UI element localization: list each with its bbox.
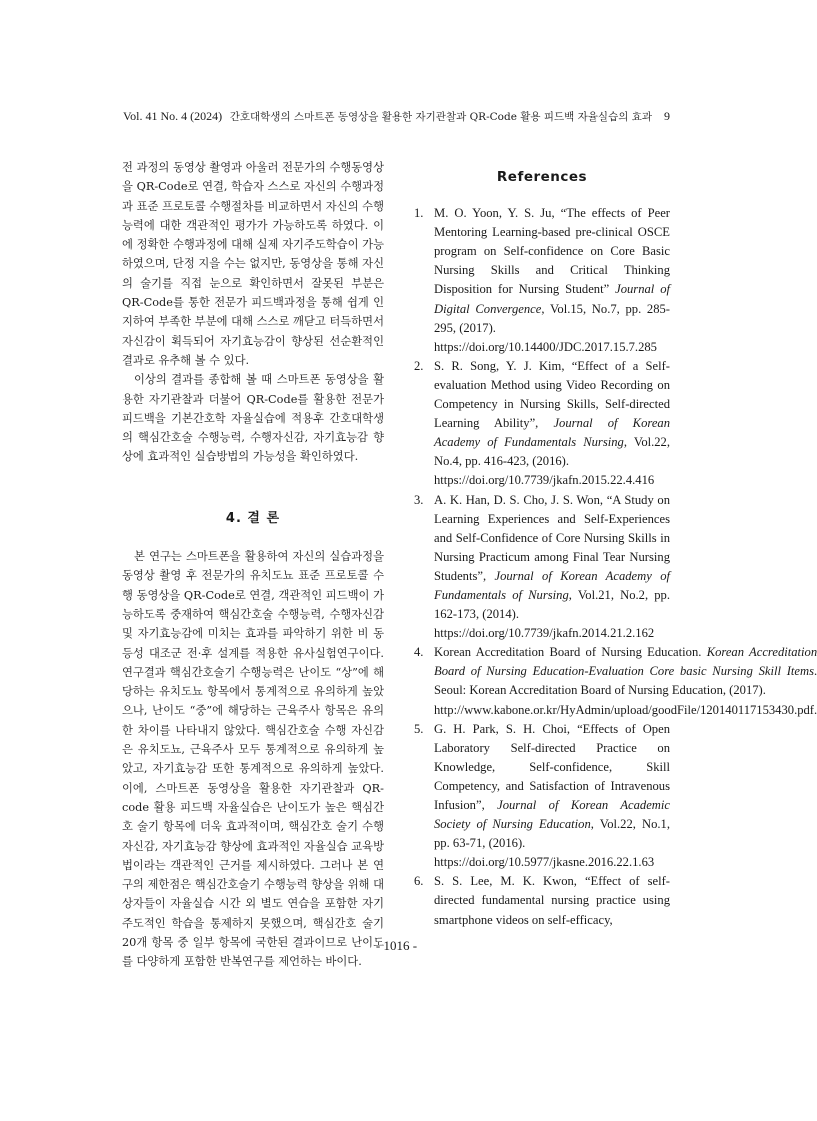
volume-info: Vol. 41 No. 4 (2024) [123,109,223,123]
reference-number: 1. [414,206,424,221]
reference-url: https://doi.org/10.14400/JDC.2017.15.7.285 [434,339,657,354]
reference-journal: Journal of Korean Academy of Fundamentals of Nursing [434,568,670,602]
reference-item-4 [414,643,817,719]
reference-journal: Korean Accreditation Board of Nursing Education-Evaluation Core basic Nursing Skill Items [434,645,817,679]
reference-url: https://doi.org/10.7739/jkafn.2014.21.2.162 [434,626,655,641]
reference-url: https://doi.org/10.5977/jkasne.2016.22.1.63 [434,855,655,870]
discussion-paragraph-2: 이상의 결과를 종합해 볼 때 스마트폰 동영상을 활용한 자기관찰과 더불어 QR-Code를 활용한 전문가 피드백을 기본간호학 자율실습에 적용후 간호대학생의 핵심간호술 수행능력, 수행자신감, 자기효능감 향상에 효과적인 실습방법의 가능성을 확인하였다. [122,373,384,464]
reference-number: 2. [414,358,424,373]
section-heading-conclusion: 4. 결 론 [225,510,281,526]
conclusion-paragraph: 본 연구는 스마트폰을 활용하여 자신의 실습과정을 동영상 촬영 후 전문가의 유치도뇨 표준 프로토콜 수행 동영상을 QR-Code로 연결, 객관적인 피드백이 가능하도록 중재하여 핵심간호술 수행능력, 수행자신감 및 자기효능감에 미치는 효과를 파악하기 위한 비 동등성 대조군 전·후 설계를 적용한 유사실험연구이다. 연구결과 핵심간호술기 수행능력은 난이도 “상”에 해당하는 유치도뇨 항목에서 통계적으로 유의하게 높았으나, 난이도 “중”에 해당하는 근육주사 항목은 유의한 차이를 나타내지 않았다. 핵심간호술 수행 자신감은 유치도뇨, 근육주사 모두 통계적으로 유의하게 높았고, 자기효능감 또한 통계적으로 유의하게 높았다. 이에, 스마트폰 동영상을 활용한 자기관찰과 QR-code 활용 피드백 자율실습은 난이도가 높은 핵심간호 술기 항목에 더욱 효과적이며, 핵심간호 술기 수행자신감, 자기효능감 향상에 효과적인 자율실습 교육방법이라는 객관적인 근거를 제시하였다. 그러나 본 연구의 제한점은 핵심간호술기 수행능력 향상을 위해 대상자들이 자율실습 시간 외 별도 연습을 포함한 자기 주도적인 학습을 통제하지 못했으며, 핵심간호 술기 20개 항목 중 일부 항목에 국한된 결과이므로 난이도를 다양하게 포함한 반복연구를 제언하는 바이다. [122,550,384,969]
reference-url: http://www.kabone.or.kr/HyAdmin/upload/goodFile/120140117153430.pdf. [434,702,817,717]
reference-item-5 [414,720,670,873]
reference-item-6 [414,872,670,929]
reference-details: , Vol.22, No.4, pp. 416-423, (2016). [434,435,670,469]
reference-item-1 [414,204,670,357]
references-column [414,168,817,930]
reference-number: 4. [414,645,424,660]
running-title: 간호대학생의 스마트폰 동영상을 활용한 자기관찰과 QR-Code 활용 피드백 자율실습의 효과 [229,111,652,123]
reference-text: S. R. Song, Y. J. Kim, “Effect of a Self-evaluation Method using Video Recording on Competency in Nursing Skills, Self-directed Learning Ability”, [434,358,670,431]
reference-url: https://doi.org/10.7739/jkafn.2015.22.4.416 [434,473,655,488]
reference-number: 5. [414,721,424,736]
reference-text: Korean Accreditation Board of Nursing Education. [434,645,707,660]
reference-text: M. O. Yoon, Y. S. Ju, “The effects of Peer Mentoring Learning-based pre-clinical OSCE program on Self-confidence on Core Basic Nursing Skills and Critical Thinking Disposition for Nursing Student” [434,206,670,297]
reference-text: G. H. Park, S. H. Choi, “Effects of Open Laboratory Self-directed Practice on Knowledge, Self-confidence, Skill Competency, and Satisfaction of Intravenous Infusion”, [434,721,670,812]
reference-text: S. S. Lee, M. K. Kwon, “Effect of self-directed fundamental nursing practice using smartphone videos on self-efficacy, [434,874,670,927]
reference-details: , Vol.15, No.7, pp. 285-295, (2017). [434,301,670,335]
reference-item-3 [414,491,670,644]
reference-journal: Journal of Digital Convergence [434,282,671,316]
reference-item-2 [414,357,670,491]
reference-journal: Journal of Korean Academic Society of Nursing Education [434,798,670,832]
reference-number: 6. [414,874,424,889]
page-footer-number: - 1016 - [375,938,418,953]
running-header [123,109,670,124]
references-title: References [496,169,588,185]
reference-number: 3. [414,492,424,507]
left-column [122,158,384,972]
reference-details: , Vol.21, No.2, pp. 162-173, (2014). [434,587,670,622]
discussion-paragraph-1: 전 과정의 동영상 촬영과 아울러 전문가의 수행동영상을 QR-Code로 연결, 학습자 스스로 자신의 수행과정과 표준 프로토콜 수행절차를 비교하면서 자신의 수행능력에 대한 객관적인 평가가 가능하도록 하였다. 이에 정확한 수행과정에 대해 실제 자기주도학습이 가능하였으며, 단정 지을 수는 없지만, 동영상을 통해 자신의 술기를 직접 눈으로 확인하면서 잘못된 부분은 QR-Code를 통한 전문가 피드백과정을 통해 쉽게 인지하여 부족한 부분에 대해 스스로 깨닫고 터득하면서 자신감이 획득되어 자기효능감이 향상된 선순환적인 결과로 유추해 볼 수 있다. [122,161,384,367]
reference-details: . Seoul: Korean Accreditation Board of Nursing Education, (2017). [434,664,817,698]
reference-details: , Vol.22, No.1, pp. 63-71, (2016). [434,817,670,851]
reference-journal: Journal of Korean Academy of Fundamentals Nursing [434,416,670,450]
reference-text: A. K. Han, D. S. Cho, J. S. Won, “A Study on Learning Experiences and Self-Experiences and Self-Confidence of Core Nursing Skills in Nursing Practicum among Final Tear Nursing Students”, [434,492,670,583]
header-page-number: 9 [664,109,670,123]
